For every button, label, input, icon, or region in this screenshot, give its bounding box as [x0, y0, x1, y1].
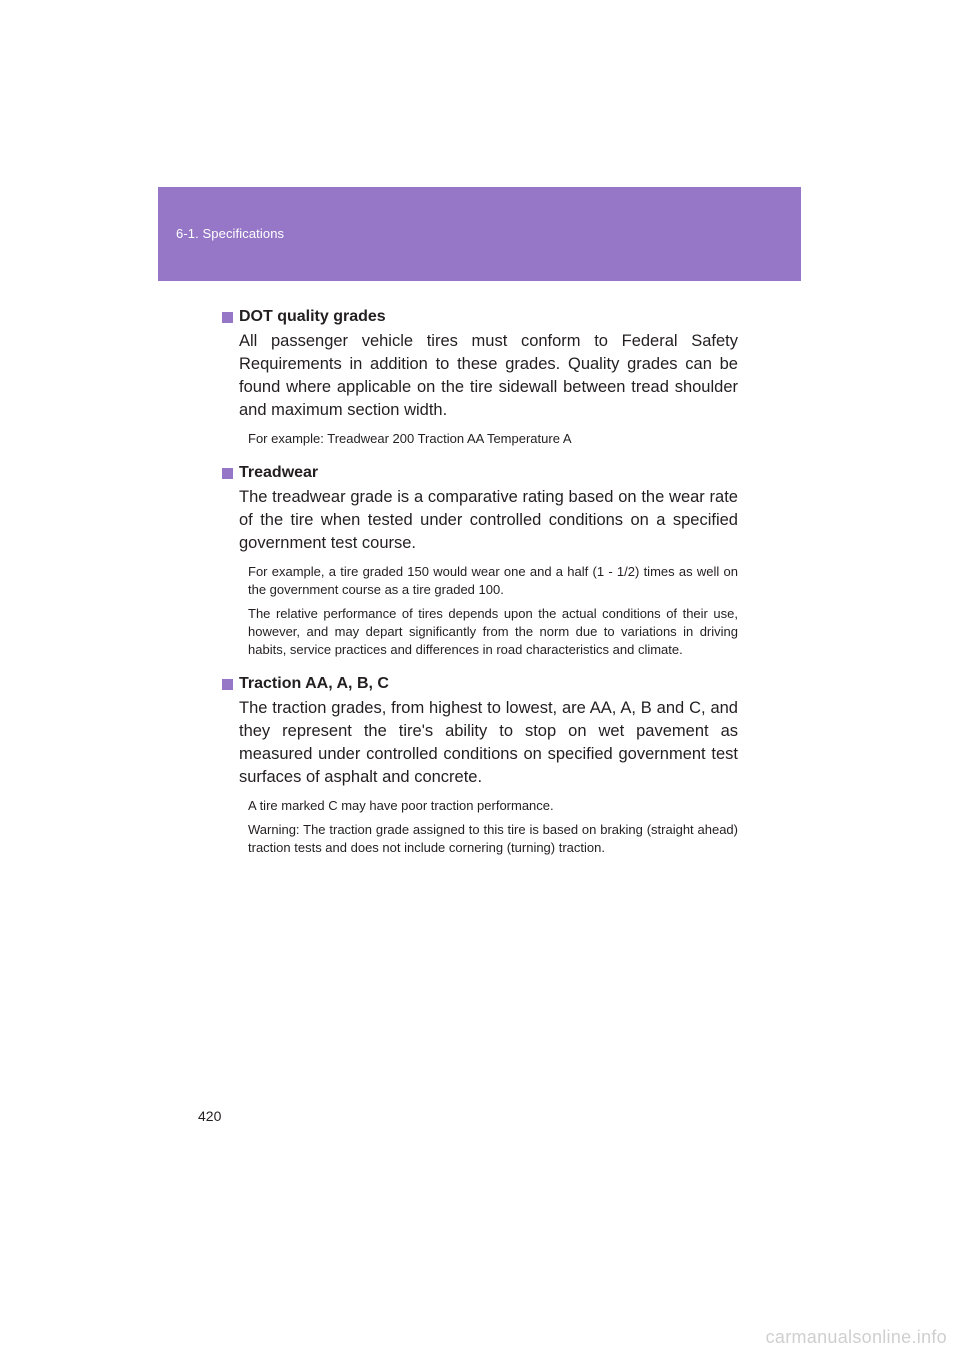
section-title: Traction AA, A, B, C — [239, 675, 389, 692]
section-note: For example: Treadwear 200 Traction AA Temperature A — [248, 431, 572, 446]
section-heading — [222, 306, 738, 328]
section-note: The relative performance of tires depends upon the actual conditions of their use, however, and may depart significantly from the norm due to variations in driving habits, service practices and differences in road characteristics and climate. — [248, 606, 738, 657]
watermark[interactable]: carmanualsonline.info — [765, 1327, 947, 1347]
page-content — [222, 306, 738, 871]
section-dot-quality-grades — [222, 306, 738, 448]
section-note: Warning: The traction grade assigned to this tire is based on braking (straight ahead) traction tests and does not include cornering (turning) traction. — [248, 822, 738, 855]
square-bullet-icon — [222, 312, 233, 323]
section-body: The traction grades, from highest to lowest, are AA, A, B and C, and they represent the tire's ability to stop on wet pavement as measured under controlled conditions on specified government test surfaces of asphalt and concrete. — [239, 699, 738, 786]
section-note: A tire marked C may have poor traction performance. — [248, 798, 554, 813]
section-heading — [222, 673, 738, 695]
page-number: 420 — [198, 1108, 222, 1124]
square-bullet-icon — [222, 679, 233, 690]
section-treadwear — [222, 462, 738, 659]
section-note: For example, a tire graded 150 would wear one and a half (1 - 1/2) times as well on the government course as a tire graded 100. — [248, 564, 738, 597]
section-title: DOT quality grades — [239, 308, 386, 325]
section-traction — [222, 673, 738, 857]
section-title: Treadwear — [239, 464, 319, 481]
square-bullet-icon — [222, 468, 233, 479]
section-header-band — [158, 187, 801, 281]
section-body: All passenger vehicle tires must conform to Federal Safety Requirements in addition to these grades. Quality grades can be found where applicable on the tire sidewall between tread shoulder and maximum section width. — [239, 332, 738, 419]
section-body: The treadwear grade is a comparative rating based on the wear rate of the tire when tested under controlled conditions on a specified government test course. — [239, 488, 738, 552]
section-heading — [222, 462, 738, 484]
section-label: 6-1. Specifications — [176, 226, 285, 241]
